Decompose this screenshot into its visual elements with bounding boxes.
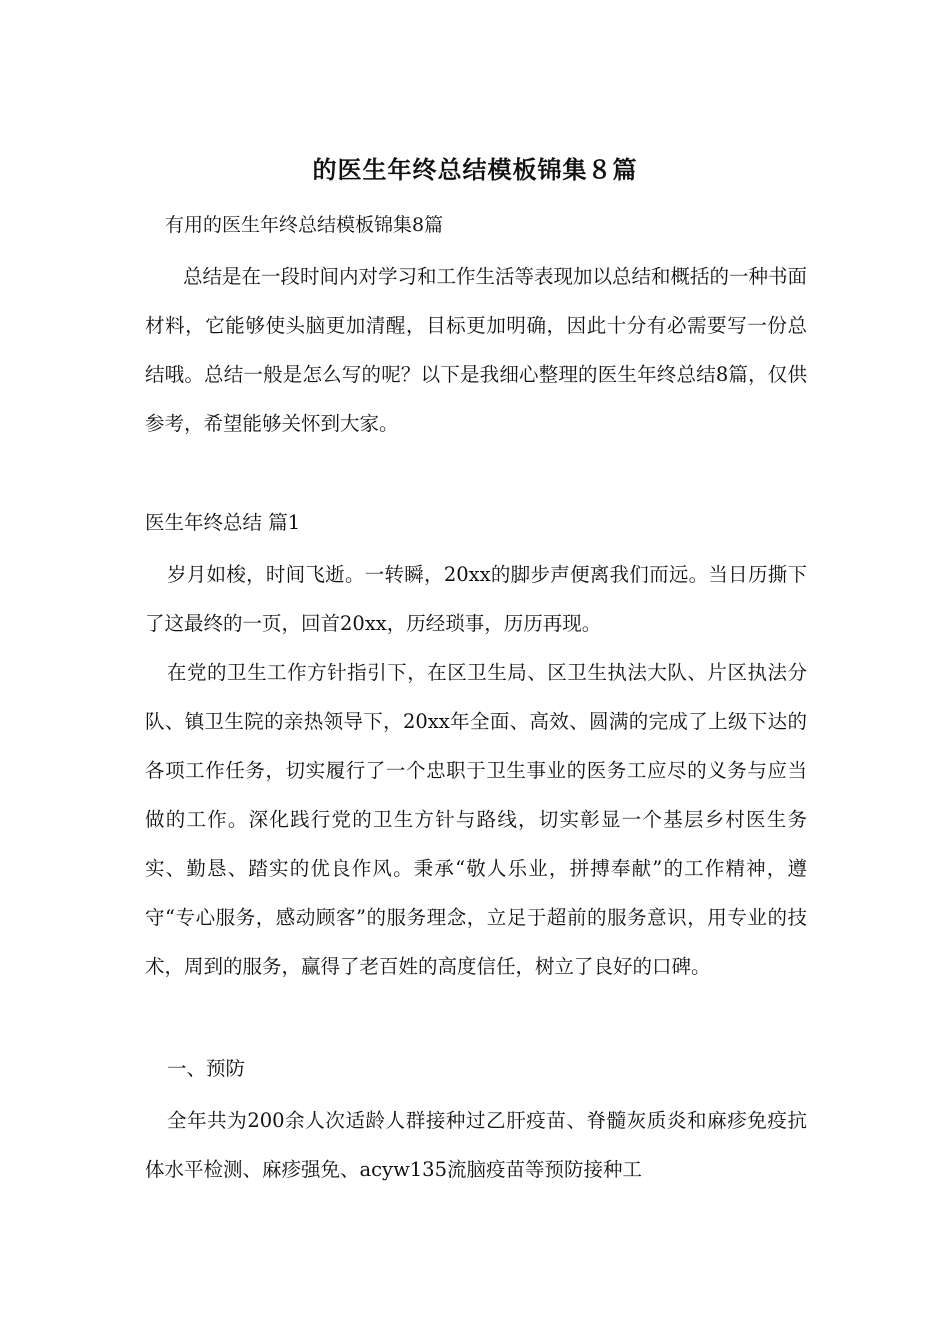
paragraph-3: 全年共为200余人次适龄人群接种过乙肝疫苗、脊髓灰质炎和麻疹免疫抗体水平检测、麻疹强免、acyw135流脑疫苗等预防接种工 (145, 1109, 807, 1181)
document-title: 的医生年终总结模板锦集８篇 (312, 156, 638, 184)
subheading-prevention: 一、预防 (167, 1057, 246, 1080)
paragraph-2: 在党的卫生工作方针指引下，在区卫生局、区卫生执法大队、片区执法分队、镇卫生院的亲热领导下，20xx年全面、高效、圆满的完成了上级下达的各项工作任务，切实履行了一个忠职于卫生事业的医务工应尽的义务与应当做的工作。深化践行党的卫生方针与路线，切实彰显一个基层乡村医生务实、勤恳、踏实的优良作风。秉承“敬人乐业，拼搏奉献”的工作精神，遵守“专心服务，感动顾客”的服务理念，立足于超前的服务意识，用专业的技术，周到的服务，赢得了老百姓的高度信任，树立了良好的口碑。 (145, 661, 807, 978)
paragraph-1: 岁月如梭，时间飞逝。一转瞬，20xx的脚步声便离我们而远。当日历撕下了这最终的一页，回首20xx，历经琐事，历历再现。 (145, 563, 807, 635)
document-subtitle: 有用的医生年终总结模板锦集8篇 (165, 214, 444, 236)
intro-paragraph: 总结是在一段时间内对学习和工作生活等表现加以总结和概括的一种书面材料，它能够使头脑更加清醒，目标更加明确，因此十分有必需要写一份总结哦。总结一般是怎么写的呢？以下是我细心整理的医生年终总结8篇，仅供参考，希望能够关怀到大家。 (145, 265, 808, 435)
section-heading: 医生年终总结 篇1 (145, 511, 301, 534)
